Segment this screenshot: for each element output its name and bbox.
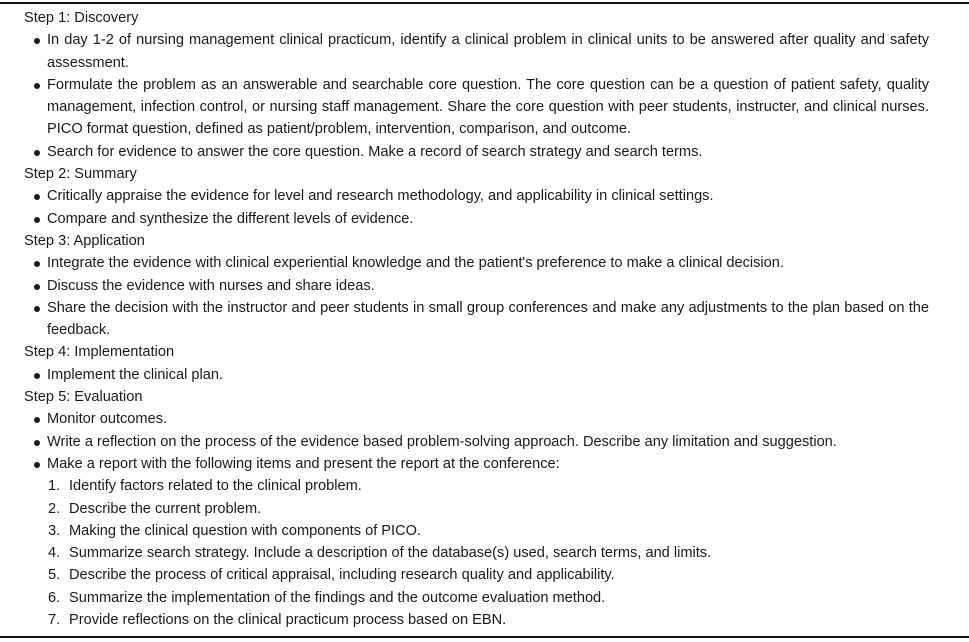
bullet-item: Critically appraise the evidence for level and research methodology, and applicability in clinical settings. [0,185,969,207]
step-1-section [0,7,969,163]
report-item-number: 6. [48,589,61,606]
step-3-section [0,230,969,341]
report-item [0,498,969,520]
report-item-text: Identify factors related to the clinical problem. [69,478,362,495]
step-3-heading: Step 3: Application [24,232,145,249]
bullet-item: Write a reflection on the process of the evidence based problem-solving approach. Describe any limitation and suggestion. [0,431,969,453]
step-2-bullet-list [0,185,969,230]
report-item-number: 5. [48,567,61,584]
report-item-text: Summarize the implementation of the findings and the outcome evaluation method. [69,589,606,606]
report-item [0,475,969,497]
step-3-bullet-list [0,252,969,341]
step-5-section [0,386,969,631]
report-item [0,587,969,609]
step-1-heading: Step 1: Discovery [24,10,139,26]
report-item [0,542,969,564]
report-item-number: 3. [48,522,61,539]
report-item [0,609,969,631]
step-1-bullet-list [0,29,969,163]
bullet-item: Share the decision with the instructor and peer students in small group conferences and make any adjustments to the plan based on the feedback. [0,297,969,342]
bullet-item: Discuss the evidence with nurses and share ideas. [0,275,969,297]
bullet-item: Implement the clinical plan. [0,364,969,386]
bullet-item: Search for evidence to answer the core question. Make a record of search strategy and search terms. [0,141,969,163]
report-item-number: 4. [48,545,61,562]
step-4-heading: Step 4: Implementation [24,344,175,361]
report-item-text: Provide reflections on the clinical practicum process based on EBN. [69,612,507,629]
steps-content [0,7,969,631]
bullet-item: In day 1-2 of nursing management clinical practicum, identify a clinical problem in clinical units to be answered after quality and safety assessment. [0,29,969,74]
step-2-section [0,163,969,230]
step-4-bullet-list [0,364,969,386]
report-item [0,564,969,586]
step-2-heading: Step 2: Summary [24,166,137,183]
bullet-item: Make a report with the following items and present the report at the conference: [0,453,969,475]
report-item-number: 2. [48,500,61,517]
report-item-text: Making the clinical question with components of PICO. [69,522,422,539]
step-5-heading: Step 5: Evaluation [24,389,143,406]
report-item [0,520,969,542]
bullet-item: Compare and synthesize the different levels of evidence. [0,208,969,230]
report-item-text: Summarize search strategy. Include a description of the database(s) used, search terms, and limits. [69,545,712,562]
bullet-item: Monitor outcomes. [0,408,969,430]
step-4-section [0,341,969,386]
report-item-number: 7. [48,612,61,629]
report-item-number: 1. [48,478,61,495]
report-item-text: Describe the process of critical appraisal, including research quality and applicability. [69,567,615,584]
report-item-text: Describe the current problem. [69,500,262,517]
step-5-bullet-list [0,408,969,475]
bullet-item: Formulate the problem as an answerable and searchable core question. The core question can be a question of patient safety, quality management, infection control, or nursing staff management. Share the core question with peer students, instructer, and clinical nurses. PICO format question, defined as patient/problem, intervention, comparison, and outcome. [0,74,969,141]
bullet-item: Integrate the evidence with clinical experiential knowledge and the patient's preference to make a clinical decision. [0,252,969,274]
report-items-list [0,475,969,631]
